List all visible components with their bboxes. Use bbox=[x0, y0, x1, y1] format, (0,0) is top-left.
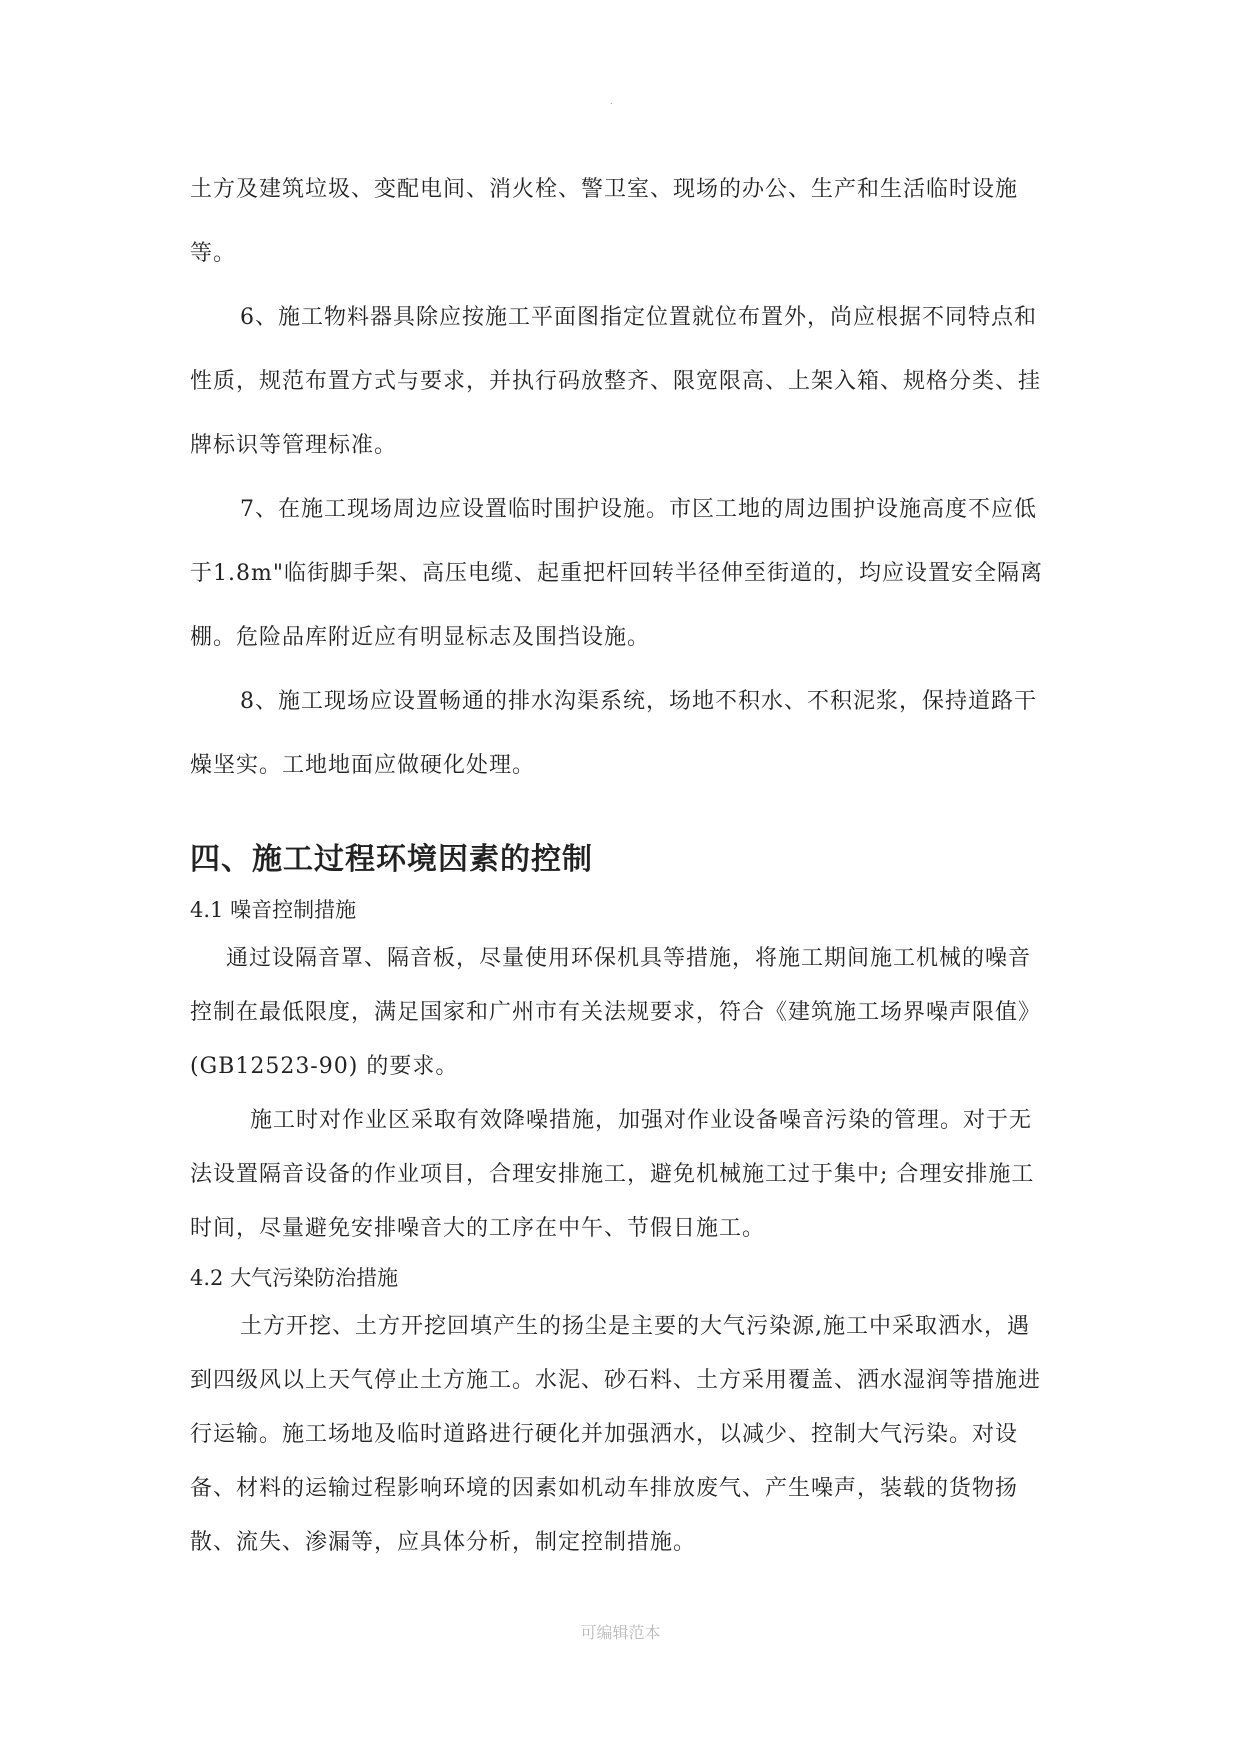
paragraph-air-1: 土方开挖、土方开挖回填产生的扬尘是主要的大气污染源,施工中采取洒水，遇到四级风以上天气停止土方施工。水泥、砂石料、土方采用覆盖、洒水湿润等措施进行运输。施工场地及临时道路进行硬化并加强洒水，以减少、控制大气污染。对设备、材料的运输过程影响环境的因素如机动车排放废气、产生噪声，装载的货物扬散、流失、渗漏等，应具体分析，制定控制措施。 bbox=[190, 1314, 1042, 1555]
paragraph-continuation: 土方及建筑垃圾、变配电间、消火栓、警卫室、现场的办公、生产和生活临时设施等。 bbox=[190, 177, 1019, 266]
section-title: 四、施工过程环境因素的控制 bbox=[190, 842, 593, 877]
page-content bbox=[190, 158, 1052, 1570]
subsection-heading-noise: 4.1 噪音控制措施 bbox=[190, 898, 357, 922]
subsection-heading-air: 4.2 大气污染防治措施 bbox=[190, 1266, 399, 1290]
header-mark: . bbox=[610, 96, 613, 107]
paragraph-item-8: 8、施工现场应设置畅通的排水沟渠系统，场地不积水、不积泥浆，保持道路干燥坚实。工地地面应做硬化处理。 bbox=[190, 689, 1037, 778]
paragraph-item-7: 7、在施工现场周边应设置临时围护设施。市区工地的周边围护设施高度不应低于1.8m"临街脚手架、高压电缆、起重把杆回转半径伸至街道的，均应设置安全隔离棚。危险品库附近应有明显标志及围挡设施。 bbox=[190, 497, 1043, 650]
paragraph-item-6: 6、施工物料器具除应按施工平面图指定位置就位布置外，尚应根据不同特点和性质，规范布置方式与要求，并执行码放整齐、限宽限高、上架入箱、规格分类、挂牌标识等管理标准。 bbox=[190, 305, 1042, 458]
paragraph-noise-1: 通过设隔音罩、隔音板，尽量使用环保机具等措施，将施工期间施工机械的噪音控制在最低限度，满足国家和广州市有关法规要求，符合《建筑施工场界噪声限值》(GB12523-90) 的要求。 bbox=[190, 946, 1042, 1079]
paragraph-noise-2: 施工时对作业区采取有效降噪措施，加强对作业设备噪音污染的管理。对于无法设置隔音设备的作业项目，合理安排施工，避免机械施工过于集中; 合理安排施工时间，尽量避免安排噪音大的工序在中午、节假日施工。 bbox=[190, 1108, 1035, 1241]
footer-watermark: 可编辑范本 bbox=[580, 1623, 661, 1642]
